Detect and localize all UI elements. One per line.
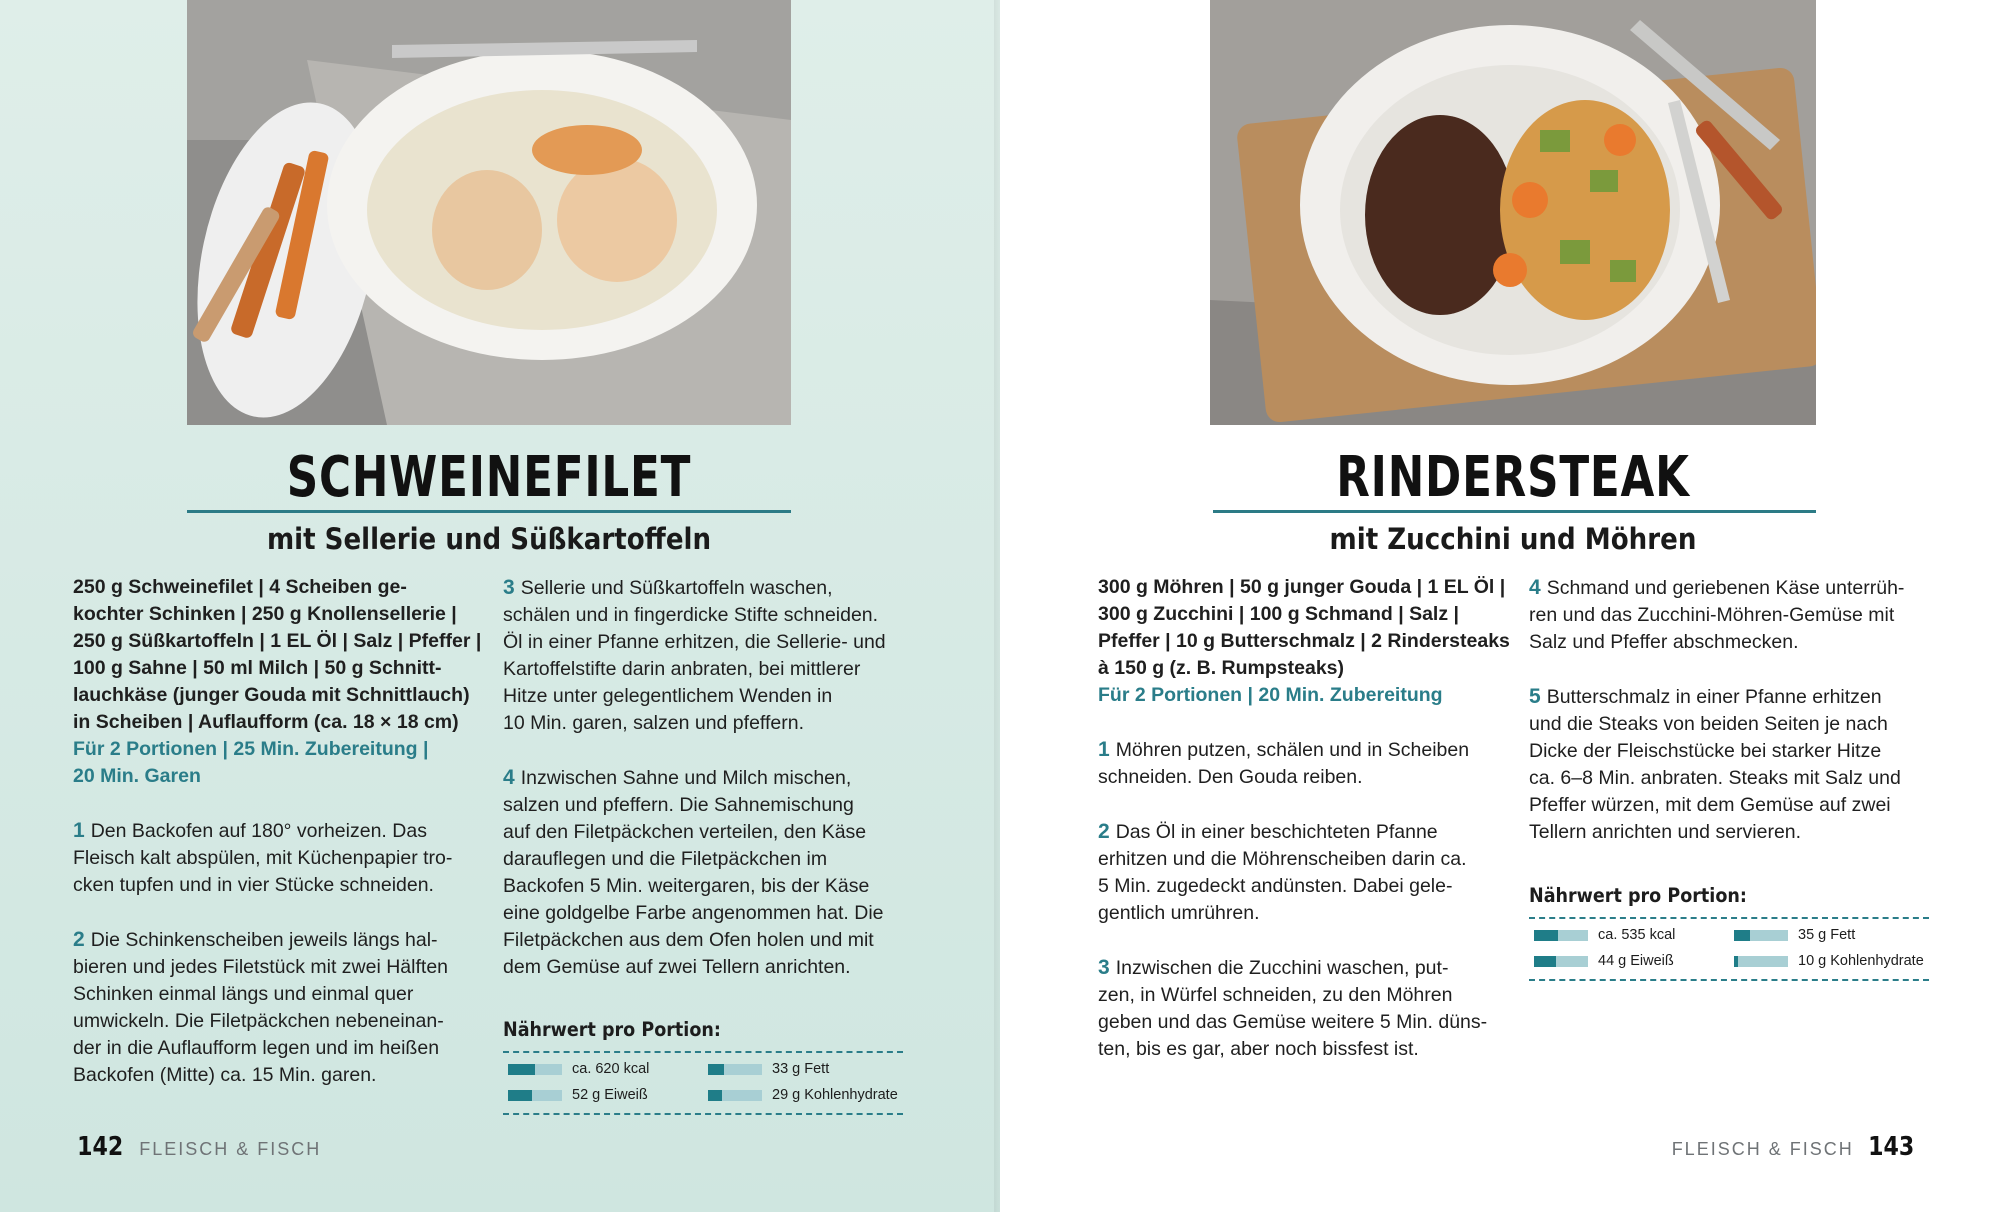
step-number: 1 (73, 819, 85, 842)
nutrition-label: 35 g Fett (1798, 927, 1856, 943)
nutrition-bar (508, 1090, 562, 1101)
recipe-subtitle: mit Sellerie und Süßkartoffeln (266, 522, 712, 556)
step-3 (503, 574, 933, 737)
nutrition-bar-fill (708, 1090, 722, 1101)
nutrition-item (508, 1057, 649, 1081)
step-1 (1098, 736, 1518, 791)
nutrition-title: Nährwert pro Portion: (1529, 884, 1747, 907)
step-text: Inzwischen Sahne und Milch mischen, salzen und pfeffern. Die Sahnemischung auf den Filetpäckchen verteilen, den Käse darauflegen und die Filetpäckchen im Backofen 5 Min. weitergaren, bis der Käse eine goldgelbe Farbe angenommen hat. Die Filetpäckchen aus dem Ofen holen und mit dem Gemüse auf zwei Tellern anrichten. (503, 767, 884, 978)
page-143 (1000, 0, 2000, 1212)
servings-time: Für 2 Portionen | 25 Min. Zubereitung | 20 Min. Garen (73, 738, 429, 787)
nutrition-item (508, 1083, 648, 1107)
nutrition-bar-fill (508, 1090, 532, 1101)
step-number: 5 (1529, 685, 1541, 708)
nutrition-box (1529, 884, 1929, 981)
nutrition-bar-fill (1734, 956, 1738, 967)
step-text: Das Öl in einer beschichteten Pfanne erhitzen und die Möhrenscheiben darin ca. 5 Min. zugedeckt andünsten. Dabei gele- gentlich umrühren. (1098, 821, 1467, 924)
steps-second-column (503, 574, 933, 981)
pork-fillet-photo (187, 0, 791, 425)
recipe-title: SCHWEINEFILET (286, 445, 692, 510)
steps-second-column (1529, 574, 1959, 846)
nutrition-label: 10 g Kohlenhydrate (1798, 953, 1924, 969)
step-number: 4 (503, 766, 515, 789)
steps-first-column (73, 817, 493, 1089)
step-text: Schmand und geriebenen Käse unterrüh- ren und das Zucchini-Möhren-Gemüse mit Salz und Pfeffer abschmecken. (1529, 577, 1905, 653)
step-text: Den Backofen auf 180° vorheizen. Das Fleisch kalt abspülen, mit Küchenpapier tro- cken tupfen und in vier Stücke schneiden. (73, 820, 453, 896)
recipe-title: RINDERSTEAK (1336, 445, 1690, 510)
step-2 (73, 926, 493, 1089)
ingredients-column (73, 574, 493, 1089)
step-number: 3 (1098, 956, 1110, 979)
step-number: 1 (1098, 738, 1110, 761)
step-number: 2 (73, 928, 85, 951)
step-1 (73, 817, 493, 899)
ingredients-column (1098, 574, 1518, 1063)
nutrition-bar (1734, 930, 1788, 941)
step-text: Butterschmalz in einer Pfanne erhitzen und die Steaks von beiden Seiten je nach Dicke der Fleischstücke bei starker Hitze ca. 6–8 Min. anbraten. Steaks mit Salz und Pfeffer würzen, mit dem Gemüse auf zwei Tellern anrichten und servieren. (1529, 686, 1901, 843)
nutrition-item (1734, 923, 1855, 947)
step-text: Inzwischen die Zucchini waschen, put- zen, in Würfel schneiden, zu den Möhren geben und das Gemüse weitere 5 Min. düns- ten, bis es gar, aber noch bissfest ist. (1098, 957, 1488, 1060)
nutrition-bar (508, 1064, 562, 1075)
page-number: 143 (1867, 1132, 1914, 1162)
nutrition-values (503, 1051, 903, 1115)
nutrition-title: Nährwert pro Portion: (503, 1018, 721, 1041)
nutrition-box (503, 1018, 903, 1115)
step-4 (1529, 574, 1959, 656)
title-rule (187, 510, 791, 513)
ingredients-list: 250 g Schweinefilet | 4 Scheiben ge- kochter Schinken | 250 g Knollensellerie | 250 g Süßkartoffeln | 1 EL Öl | Salz | Pfeffer | 100 g Sahne | 50 ml Milch | 50 g Schnitt- lauchkäse (junger Gouda mit Schnittlauch) in Scheiben | Auflaufform (ca. 18 × 18 cm) (73, 576, 482, 733)
nutrition-item (1734, 949, 1924, 973)
nutrition-bar (1734, 956, 1788, 967)
nutrition-label: ca. 535 kcal (1598, 927, 1676, 943)
nutrition-bar (1534, 956, 1588, 967)
step-text: Die Schinkenscheiben jeweils längs hal- bieren und jedes Filetstück mit zwei Hälften Schinken einmal längs und einmal quer umwickeln. Die Filetpäckchen nebeneinan- der in die Auflaufform legen und im heißen Backofen (Mitte) ca. 15 Min. garen. (73, 929, 449, 1086)
step-text: Sellerie und Süßkartoffeln waschen, schälen und in fingerdicke Stifte schneiden. Öl in einer Pfanne erhitzen, die Sellerie- und Kartoffelstifte darin anbraten, bei mittlerer Hitze unter gelegentlichem Wenden in 10 Min. garen, salzen und pfeffern. (503, 577, 886, 734)
section-name: FLEISCH & FISCH (139, 1139, 322, 1159)
recipe-subtitle: mit Zucchini und Möhren (1329, 522, 1697, 556)
nutrition-bar-fill (1534, 930, 1558, 941)
nutrition-item (1534, 949, 1674, 973)
nutrition-bar (708, 1090, 762, 1101)
nutrition-values (1529, 917, 1929, 981)
nutrition-bar-fill (708, 1064, 724, 1075)
nutrition-label: 29 g Kohlenhydrate (772, 1087, 898, 1103)
steps-first-column (1098, 736, 1518, 1063)
nutrition-item (1534, 923, 1675, 947)
nutrition-bar (708, 1064, 762, 1075)
step-number: 3 (503, 576, 515, 599)
step-4 (503, 764, 933, 981)
nutrition-bar-fill (1734, 930, 1750, 941)
step-number: 2 (1098, 820, 1110, 843)
nutrition-label: 44 g Eiweiß (1598, 953, 1674, 969)
servings-time: Für 2 Portionen | 20 Min. Zubereitung (1098, 684, 1443, 706)
step-5 (1529, 683, 1959, 846)
nutrition-item (708, 1083, 898, 1107)
step-number: 4 (1529, 576, 1541, 599)
nutrition-label: 33 g Fett (772, 1061, 830, 1077)
nutrition-item (708, 1057, 829, 1081)
page-number: 142 (77, 1132, 124, 1162)
section-name: FLEISCH & FISCH (1671, 1139, 1854, 1159)
title-rule (1213, 510, 1816, 513)
page-footer (73, 1132, 321, 1162)
nutrition-bar-fill (508, 1064, 535, 1075)
beef-steak-photo (1210, 0, 1816, 425)
nutrition-label: ca. 620 kcal (572, 1061, 650, 1077)
step-3 (1098, 954, 1518, 1063)
nutrition-bar-fill (1534, 956, 1556, 967)
ingredients-list: 300 g Möhren | 50 g junger Gouda | 1 EL Öl | 300 g Zucchini | 100 g Schmand | Salz | Pfeffer | 10 g Butterschmalz | 2 Rindersteaks à 150 g (z. B. Rumpsteaks) (1098, 576, 1510, 679)
step-2 (1098, 818, 1518, 927)
nutrition-bar (1534, 930, 1588, 941)
nutrition-label: 52 g Eiweiß (572, 1087, 648, 1103)
step-text: Möhren putzen, schälen und in Scheiben schneiden. Den Gouda reiben. (1098, 739, 1470, 788)
page-footer (1672, 1132, 1918, 1162)
